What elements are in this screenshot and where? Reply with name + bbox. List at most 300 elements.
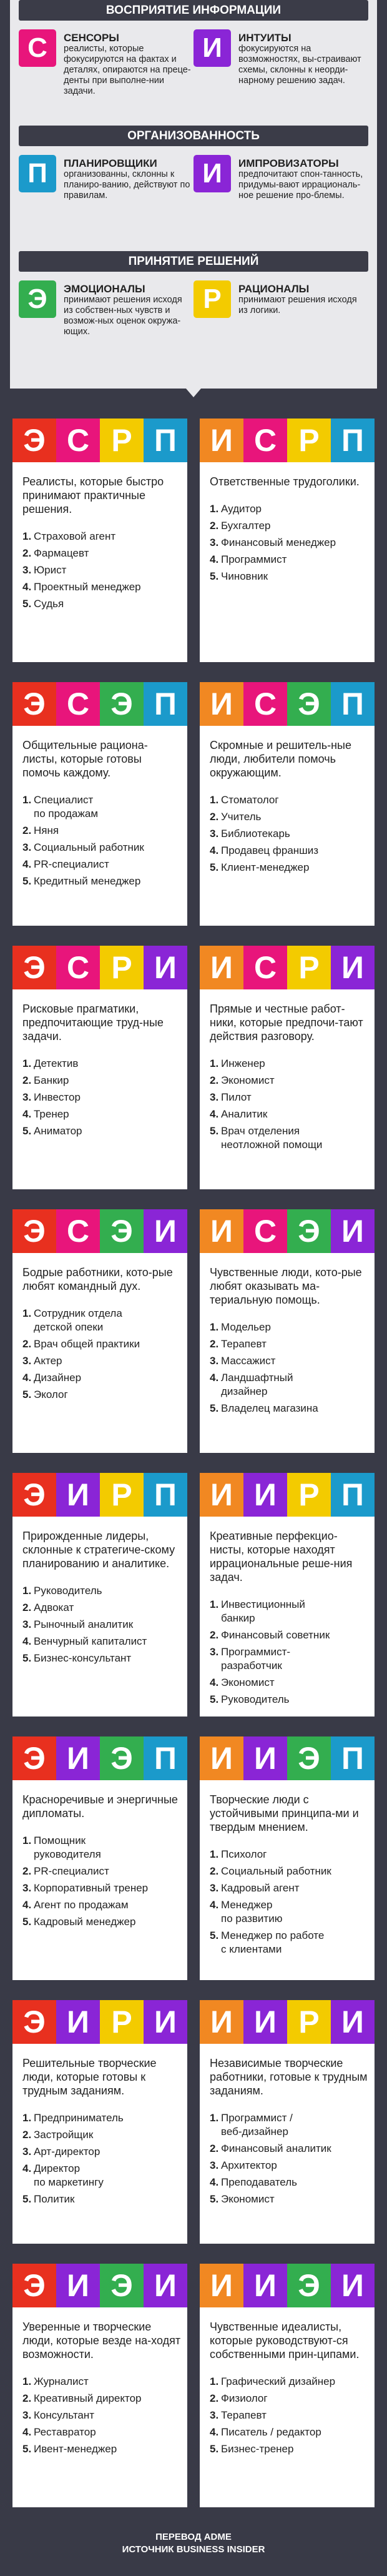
- profession-name: Инвестор: [34, 1091, 81, 1103]
- profession-item: [22, 530, 181, 543]
- profession-name: Менеджер по работе с клиентами: [221, 1930, 325, 1955]
- profession-item: [22, 1865, 181, 1878]
- card-body: [200, 1517, 375, 1707]
- profession-number: 1.: [210, 1598, 219, 1610]
- profession-name: Консультант: [34, 2409, 95, 2421]
- profession-name: Рыночный аналитик: [34, 1618, 134, 1630]
- type-card: [200, 2264, 375, 2507]
- profession-list: [210, 2111, 368, 2206]
- type-letter: Р: [100, 419, 144, 462]
- type-letter: И: [200, 682, 243, 726]
- profession-number: 4.: [22, 2162, 32, 2174]
- profession-name: Корпоративный тренер: [34, 1882, 149, 1894]
- profession-item: [210, 1628, 368, 1642]
- profession-number: 4.: [22, 1108, 32, 1120]
- type-letters: [200, 2264, 375, 2307]
- trait-text: [64, 280, 191, 337]
- profession-number: 2.: [210, 1629, 219, 1641]
- type-letter: С: [243, 1209, 287, 1253]
- profession-item: [22, 793, 181, 821]
- type-description: Творческие люди с устойчивыми принципа-ми и твердым мнением.: [210, 1793, 359, 1833]
- type-letters: [12, 1209, 187, 1253]
- profession-number: 5.: [210, 1402, 219, 1414]
- profession-item: [210, 553, 368, 567]
- type-letter: Э: [100, 1736, 144, 1780]
- profession-number: 4.: [22, 1372, 32, 1384]
- profession-number: 3.: [210, 2409, 219, 2421]
- profession-name: Социальный работник: [34, 841, 144, 853]
- profession-name: Бизнес-консультант: [34, 1652, 132, 1664]
- profession-number: 1.: [210, 2112, 219, 2124]
- type-letter: Р: [100, 1473, 144, 1517]
- type-letters: [200, 1209, 375, 1253]
- profession-item: [22, 1584, 181, 1598]
- type-letters: [12, 2264, 187, 2307]
- trait-text: [238, 29, 366, 86]
- profession-item: [210, 861, 368, 874]
- profession-name: Политик: [34, 2193, 75, 2205]
- profession-list: [210, 502, 368, 583]
- profession-name: Банкир: [34, 1074, 69, 1086]
- card-body: [200, 989, 375, 1152]
- profession-item: [210, 1320, 368, 1334]
- type-description: Чувственные люди, кото-рые любят оказывать ма-териальную помощь.: [210, 1266, 362, 1306]
- profession-name: Массажист: [221, 1355, 276, 1367]
- profession-number: 1.: [210, 2375, 219, 2387]
- trait-text: [238, 280, 366, 316]
- type-letters: [200, 1473, 375, 1517]
- profession-item: [22, 1915, 181, 1929]
- profession-list: [22, 2375, 181, 2456]
- profession-item: [22, 1388, 181, 1402]
- profession-number: 2.: [210, 520, 219, 532]
- profession-list: [22, 2111, 181, 2206]
- type-description: Решительные творческие люди, которые готовы к трудным заданиям.: [22, 2057, 157, 2097]
- profession-number: 1.: [210, 503, 219, 515]
- profession-name: Сотрудник отдела детской опеки: [34, 1307, 122, 1333]
- profession-number: 2.: [22, 1602, 32, 1613]
- type-card: [200, 682, 375, 926]
- type-description: Независимые творческие работники, готовые к трудным заданиям.: [210, 2057, 368, 2097]
- type-letter: И: [56, 2000, 100, 2044]
- profession-name: Экономист: [221, 1677, 275, 1688]
- type-letter: С: [56, 1209, 100, 1253]
- type-letter: И: [144, 2000, 187, 2044]
- profession-name: Реставратор: [34, 2426, 96, 2438]
- trait-name: РАЦИОНАЛЫ: [238, 283, 310, 295]
- profession-item: [22, 1307, 181, 1334]
- profession-item: [22, 1834, 181, 1861]
- profession-name: Учитель: [221, 811, 262, 823]
- profession-number: 2.: [22, 825, 32, 836]
- profession-name: Ландшафтный дизайнер: [221, 1372, 293, 1397]
- type-letter: И: [200, 2000, 243, 2044]
- type-letter: И: [200, 2264, 243, 2307]
- profession-number: 2.: [210, 2392, 219, 2404]
- profession-item: [22, 2425, 181, 2439]
- profession-name: Писатель / редактор: [221, 2426, 321, 2438]
- type-letter: И: [144, 1209, 187, 1253]
- profession-name: Судья: [34, 598, 64, 610]
- profession-item: [22, 1354, 181, 1368]
- type-letter: Э: [12, 2000, 56, 2044]
- type-card: [200, 419, 375, 662]
- profession-number: 1.: [210, 794, 219, 806]
- legend-panel: [10, 0, 377, 389]
- trait-text: [64, 29, 191, 97]
- profession-name: Финансовый советник: [221, 1629, 330, 1641]
- profession-number: 5.: [210, 1693, 219, 1705]
- profession-name: Пилот: [221, 1091, 252, 1103]
- type-card: [12, 682, 187, 926]
- profession-item: [22, 1898, 181, 1912]
- type-card: [12, 1473, 187, 1717]
- type-letter: С: [243, 419, 287, 462]
- profession-number: 4.: [22, 581, 32, 593]
- profession-number: 5.: [210, 861, 219, 873]
- profession-name: Владелец магазина: [221, 1402, 318, 1414]
- trait-badge: Э: [19, 280, 56, 318]
- type-card: [200, 1473, 375, 1717]
- type-letters: [200, 419, 375, 462]
- profession-number: 3.: [22, 841, 32, 853]
- type-letter: Э: [100, 682, 144, 726]
- profession-number: 4.: [210, 1677, 219, 1688]
- profession-item: [22, 1124, 181, 1138]
- profession-number: 1.: [210, 1058, 219, 1069]
- profession-number: 3.: [210, 1091, 219, 1103]
- profession-number: 2.: [210, 1865, 219, 1877]
- type-card: [12, 1736, 187, 1980]
- profession-name: Аниматор: [34, 1125, 82, 1137]
- type-letter: И: [243, 1473, 287, 1517]
- profession-name: Экономист: [221, 2193, 275, 2205]
- profession-name: Врач общей практики: [34, 1338, 140, 1350]
- profession-number: 1.: [22, 2375, 32, 2387]
- type-card: [12, 1209, 187, 1453]
- profession-number: 4.: [210, 2426, 219, 2438]
- profession-item: [210, 2159, 368, 2172]
- footer: [0, 2531, 387, 2556]
- profession-list: [22, 530, 181, 611]
- profession-name: Эколог: [34, 1389, 68, 1400]
- profession-number: 3.: [22, 1355, 32, 1367]
- type-letter: П: [331, 682, 375, 726]
- profession-number: 3.: [210, 537, 219, 548]
- profession-name: Страховой агент: [34, 530, 116, 542]
- type-letter: П: [331, 1473, 375, 1517]
- card-body: [12, 1780, 187, 1929]
- profession-number: 5.: [22, 875, 32, 887]
- profession-name: Инженер: [221, 1058, 265, 1069]
- trait-desc: фокусируются на возможностях, вы-страивают схемы, склонны к неорди-нарному решению задач.: [238, 44, 361, 86]
- profession-number: 3.: [22, 2409, 32, 2421]
- type-letter: И: [331, 1209, 375, 1253]
- card-body: [200, 462, 375, 583]
- profession-number: 5.: [22, 1389, 32, 1400]
- trait-desc: организованны, склонны к планиро-ванию, действуют по правилам.: [64, 169, 190, 201]
- type-letter: Э: [287, 1209, 331, 1253]
- profession-item: [22, 2162, 181, 2189]
- profession-name: Бухгалтер: [221, 520, 271, 532]
- footer-translation: ПЕРЕВОД ADME: [155, 2532, 232, 2542]
- profession-item: [22, 1091, 181, 1104]
- type-letters: [200, 682, 375, 726]
- type-description: Скромные и решитель-ные люди, любители помочь окружающим.: [210, 739, 351, 779]
- type-letters: [12, 419, 187, 462]
- type-letter: И: [56, 2264, 100, 2307]
- type-letter: Э: [12, 946, 56, 989]
- profession-number: 5.: [210, 1930, 219, 1941]
- profession-name: Социальный работник: [221, 1865, 331, 1877]
- profession-name: Предприниматель: [34, 2112, 124, 2124]
- type-letter: Э: [100, 2264, 144, 2307]
- profession-list: [22, 1057, 181, 1138]
- type-card: [200, 1736, 375, 1980]
- profession-name: Кадровый агент: [221, 1882, 300, 1894]
- profession-name: Актер: [34, 1355, 62, 1367]
- type-letter: Э: [12, 2264, 56, 2307]
- type-letter: И: [243, 1736, 287, 1780]
- type-letter: И: [144, 946, 187, 989]
- profession-item: [22, 580, 181, 594]
- type-description: Рисковые прагматики, предпочитающие труд-ные задачи.: [22, 1003, 164, 1043]
- profession-number: 2.: [210, 1074, 219, 1086]
- type-letters: [12, 946, 187, 989]
- profession-name: Финансовый менеджер: [221, 537, 336, 548]
- profession-item: [210, 1848, 368, 1861]
- profession-name: Директор по маркетингу: [34, 2162, 104, 2188]
- type-letters: [12, 2000, 187, 2044]
- type-letter: И: [243, 2000, 287, 2044]
- profession-number: 1.: [22, 1585, 32, 1597]
- profession-item: [22, 2192, 181, 2206]
- profession-item: [210, 2142, 368, 2156]
- profession-item: [22, 2442, 181, 2456]
- card-body: [200, 726, 375, 874]
- type-letter: Э: [12, 1209, 56, 1253]
- profession-number: 5.: [22, 2193, 32, 2205]
- trait-badge: П: [19, 155, 56, 192]
- profession-item: [22, 1652, 181, 1665]
- trait-badge: Р: [194, 280, 231, 318]
- profession-name: Архитектор: [221, 2159, 277, 2171]
- profession-number: 5.: [210, 1125, 219, 1137]
- card-body: [200, 2307, 375, 2456]
- type-letter: И: [331, 2000, 375, 2044]
- profession-item: [210, 1929, 368, 1956]
- profession-number: 3.: [22, 1882, 32, 1894]
- profession-number: 3.: [210, 828, 219, 840]
- profession-name: Креативный директор: [34, 2392, 142, 2404]
- profession-name: Кредитный менеджер: [34, 875, 141, 887]
- profession-number: 2.: [22, 1338, 32, 1350]
- section-title: ВОСПРИЯТИЕ ИНФОРМАЦИИ: [19, 0, 368, 21]
- profession-list: [210, 1598, 368, 1707]
- profession-number: 1.: [210, 1848, 219, 1860]
- profession-item: [210, 2425, 368, 2439]
- type-letter: Р: [287, 419, 331, 462]
- profession-name: Программист- разработчик: [221, 1646, 291, 1672]
- type-description: Чувственные идеалисты, которые руководствуют-ся собственными прин-ципами.: [210, 2321, 360, 2361]
- profession-number: 2.: [22, 2392, 32, 2404]
- type-letter: П: [331, 1736, 375, 1780]
- profession-list: [22, 1584, 181, 1665]
- profession-number: 5.: [22, 1916, 32, 1928]
- profession-number: 1.: [210, 1321, 219, 1333]
- type-letters: [12, 1736, 187, 1780]
- profession-name: Программист / веб-дизайнер: [221, 2112, 293, 2138]
- profession-item: [210, 1074, 368, 1087]
- type-description: Ответственные трудоголики.: [210, 475, 360, 488]
- type-letter: Э: [287, 1736, 331, 1780]
- profession-item: [210, 1645, 368, 1673]
- profession-number: 4.: [210, 1899, 219, 1911]
- type-description: Красноречивые и энергичные дипломаты.: [22, 1793, 178, 1820]
- type-card: [200, 1209, 375, 1453]
- profession-item: [210, 502, 368, 516]
- profession-number: 1.: [22, 794, 32, 806]
- profession-number: 5.: [210, 2443, 219, 2455]
- profession-name: Менеджер по развитию: [221, 1899, 283, 1925]
- profession-number: 5.: [22, 1125, 32, 1137]
- profession-number: 4.: [22, 1635, 32, 1647]
- profession-name: Инвестиционный банкир: [221, 1598, 305, 1624]
- profession-number: 2.: [22, 1074, 32, 1086]
- type-letter: Р: [100, 2000, 144, 2044]
- profession-item: [210, 2409, 368, 2422]
- type-card: [12, 946, 187, 1189]
- trait-text: [64, 155, 191, 201]
- profession-item: [210, 793, 368, 807]
- trait-name: ИМПРОВИЗАТОРЫ: [238, 157, 339, 169]
- profession-item: [210, 2176, 368, 2189]
- profession-item: [210, 1354, 368, 1368]
- card-body: [12, 1517, 187, 1665]
- type-letter: Э: [12, 419, 56, 462]
- profession-item: [22, 1057, 181, 1071]
- type-description: Бодрые работники, кото-рые любят командный дух.: [22, 1266, 173, 1292]
- trait-desc: принимают решения исходя из собствен-ных чувств и возмож-ных оценок окружа-ющих.: [64, 295, 182, 337]
- type-letter: Э: [12, 682, 56, 726]
- type-description: Креативные перфекцио-нисты, которые находят иррациональные реше-ния задач.: [210, 1530, 353, 1583]
- profession-item: [210, 519, 368, 533]
- profession-item: [22, 2375, 181, 2389]
- trait-desc: реалисты, которые фокусируются на фактах и деталях, опираются на преце-денты при выполне-нии задачи.: [64, 44, 191, 96]
- type-letters: [200, 946, 375, 989]
- profession-number: 3.: [210, 1355, 219, 1367]
- profession-item: [22, 2145, 181, 2159]
- profession-name: Программист: [221, 553, 287, 565]
- type-letter: П: [144, 1473, 187, 1517]
- profession-item: [210, 844, 368, 858]
- type-letter: И: [200, 1209, 243, 1253]
- card-body: [12, 2307, 187, 2456]
- profession-name: Кадровый менеджер: [34, 1916, 136, 1928]
- profession-item: [22, 1881, 181, 1895]
- profession-name: Психолог: [221, 1848, 267, 1860]
- footer-source: ИСТОЧНИК BUSINESS INSIDER: [122, 2544, 265, 2555]
- trait-0: [19, 275, 194, 337]
- card-body: [12, 2044, 187, 2206]
- profession-name: Модельер: [221, 1321, 271, 1333]
- profession-name: Терапевт: [221, 1338, 267, 1350]
- profession-name: Ивент-менеджер: [34, 2443, 117, 2455]
- profession-number: 3.: [22, 1618, 32, 1630]
- profession-item: [210, 1057, 368, 1071]
- profession-number: 4.: [210, 1108, 219, 1120]
- profession-item: [22, 858, 181, 871]
- profession-item: [22, 2111, 181, 2125]
- profession-item: [22, 1107, 181, 1121]
- card-body: [12, 989, 187, 1138]
- type-letter: Э: [12, 1473, 56, 1517]
- type-letter: П: [144, 1736, 187, 1780]
- profession-name: Фармацевт: [34, 547, 89, 559]
- profession-number: 2.: [22, 547, 32, 559]
- profession-name: Адвокат: [34, 1602, 74, 1613]
- type-letter: С: [243, 682, 287, 726]
- card-body: [200, 2044, 375, 2206]
- profession-item: [22, 2128, 181, 2142]
- profession-number: 1.: [22, 2112, 32, 2124]
- profession-name: Арт-директор: [34, 2146, 100, 2157]
- profession-number: 1.: [22, 1058, 32, 1069]
- profession-number: 1.: [22, 1307, 32, 1319]
- profession-number: 4.: [210, 553, 219, 565]
- profession-item: [22, 1618, 181, 1632]
- profession-item: [22, 1635, 181, 1648]
- profession-list: [210, 1848, 368, 1956]
- type-letter: Р: [287, 946, 331, 989]
- trait-name: ЭМОЦИОНАЛЫ: [64, 283, 145, 295]
- profession-item: [210, 827, 368, 841]
- profession-item: [210, 1402, 368, 1415]
- profession-name: Венчурный капиталист: [34, 1635, 147, 1647]
- type-letter: И: [200, 946, 243, 989]
- profession-number: 3.: [22, 1091, 32, 1103]
- profession-name: Аналитик: [221, 1108, 268, 1120]
- profession-item: [22, 1371, 181, 1385]
- card-body: [12, 726, 187, 888]
- profession-list: [210, 2375, 368, 2456]
- section-title: ПРИНЯТИЕ РЕШЕНИЙ: [19, 251, 368, 272]
- profession-item: [210, 810, 368, 824]
- profession-item: [210, 2392, 368, 2405]
- profession-name: Продавец франшиз: [221, 845, 319, 856]
- profession-item: [22, 563, 181, 577]
- card-body: [200, 1780, 375, 1956]
- type-letters: [12, 1473, 187, 1517]
- profession-name: PR-специалист: [34, 858, 109, 870]
- profession-item: [210, 536, 368, 550]
- profession-list: [22, 1307, 181, 1402]
- profession-number: 1.: [22, 530, 32, 542]
- type-letter: Э: [287, 682, 331, 726]
- profession-name: Помощник руководителя: [34, 1835, 101, 1860]
- profession-number: 2.: [22, 2129, 32, 2141]
- profession-number: 5.: [22, 2443, 32, 2455]
- profession-item: [210, 1337, 368, 1351]
- profession-name: Клиент-менеджер: [221, 861, 310, 873]
- profession-name: Бизнес-тренер: [221, 2443, 294, 2455]
- profession-name: Дизайнер: [34, 1372, 82, 1384]
- type-description: Реалисты, которые быстро принимают практичные решения.: [22, 475, 164, 515]
- type-letter: И: [200, 419, 243, 462]
- profession-item: [22, 1337, 181, 1351]
- profession-number: 2.: [210, 1338, 219, 1350]
- profession-number: 5.: [22, 598, 32, 610]
